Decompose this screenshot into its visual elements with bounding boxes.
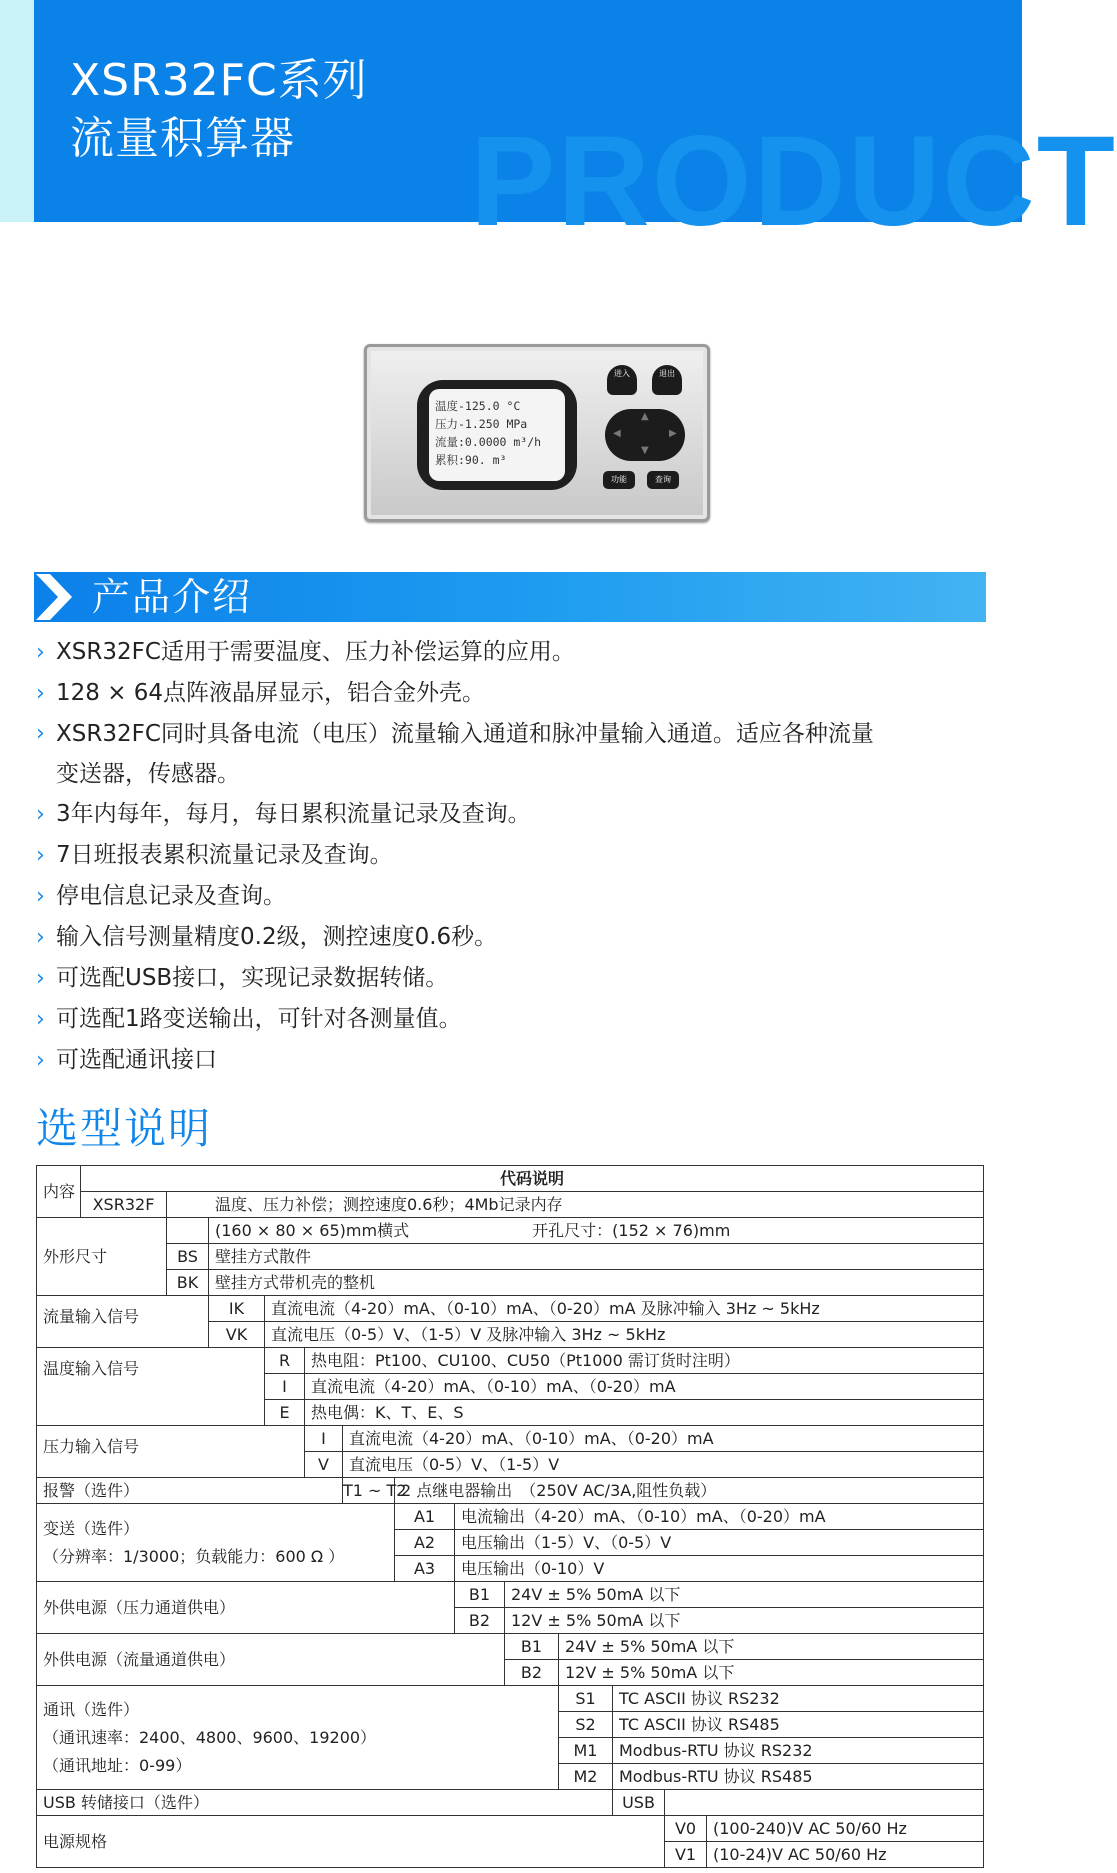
table-cell: I	[265, 1374, 305, 1400]
lcd-line: 压力-1.250 MPa	[435, 417, 528, 431]
table-cell: S1	[559, 1686, 613, 1712]
table-cell: 直流电压（0-5）V、（1-5）V 及脉冲输入 3Hz ~ 5kHz	[265, 1322, 984, 1348]
banner-accent-strip	[0, 0, 34, 222]
table-cell: 电压输出（0-10）V	[455, 1556, 984, 1582]
table-cell: Modbus-RTU 协议 RS232	[613, 1738, 984, 1764]
table-cell: XSR32F	[81, 1192, 167, 1218]
table-cell: BS	[167, 1244, 209, 1270]
table-cell: Modbus-RTU 协议 RS485	[613, 1764, 984, 1790]
table-row	[37, 1270, 984, 1296]
table-cell: 24V ± 5% 50mA 以下	[559, 1634, 984, 1660]
page-title	[70, 52, 368, 168]
table-cell: (10-24)V AC 50/60 Hz	[707, 1842, 984, 1868]
chevron-right-icon: ›	[36, 640, 45, 665]
table-cell: 内容	[37, 1166, 81, 1218]
table-row	[37, 1634, 984, 1660]
selection-table	[36, 1165, 984, 1868]
table-cell: TC ASCII 协议 RS485	[613, 1712, 984, 1738]
table-cell: S2	[559, 1712, 613, 1738]
table-cell: 热电阻：Pt100、CU100、CU50（Pt1000 需订货时注明）	[305, 1348, 984, 1374]
table-cell: 24V ± 5% 50mA 以下	[505, 1582, 984, 1608]
chevron-right-icon: ›	[36, 802, 45, 827]
table-cell: 12V ± 5% 50mA 以下	[559, 1660, 984, 1686]
chevron-right-icon: ›	[36, 966, 45, 991]
table-header: 代码说明	[81, 1166, 984, 1192]
device-query-button: 查询	[647, 471, 679, 489]
table-cell: 12V ± 5% 50mA 以下	[505, 1608, 984, 1634]
table-cell: 通讯（选件） （通讯速率：2400、4800、9600、19200） （通讯地址：0-99）	[37, 1686, 559, 1790]
table-cell: V	[305, 1452, 343, 1478]
table-row	[37, 1478, 984, 1504]
table-cell: 电源规格	[37, 1816, 665, 1868]
chevron-right-icon: ›	[36, 681, 45, 706]
device-direction-pad	[605, 409, 685, 461]
table-cell: 电流输出（4-20）mA、（0-10）mA、（0-20）mA	[455, 1504, 984, 1530]
banner-watermark: PRODUCT	[470, 110, 1117, 253]
table-cell: (160 × 80 × 65)mm横式 开孔尺寸：(152 × 76)mm	[209, 1218, 984, 1244]
header-banner	[0, 0, 1117, 253]
table-cell: 外供电源（流量通道供电）	[37, 1634, 505, 1686]
table-row	[37, 1790, 984, 1816]
table-cell: E	[265, 1400, 305, 1426]
list-item: › XSR32FC同时具备电流（电压）流量输入通道和脉冲量输入通道。适应各种流量 变送器，传感器。	[36, 714, 996, 794]
table-cell: IK	[209, 1296, 265, 1322]
table-row	[37, 1296, 984, 1322]
table-row	[37, 1582, 984, 1608]
chevron-right-icon: ›	[36, 1007, 45, 1032]
section-title-selection: 选型说明	[36, 1104, 213, 1153]
arrow-up-icon: ▲	[641, 411, 649, 422]
arrow-down-icon: ▼	[641, 445, 649, 456]
table-cell: A3	[395, 1556, 455, 1582]
table-cell: B2	[455, 1608, 505, 1634]
table-cell: A1	[395, 1504, 455, 1530]
chevron-right-icon: ›	[36, 925, 45, 950]
list-item: › XSR32FC适用于需要温度、压力补偿运算的应用。	[36, 632, 996, 673]
table-cell: 压力输入信号	[37, 1426, 305, 1478]
intro-list	[36, 632, 996, 1081]
table-cell: V1	[665, 1842, 707, 1868]
table-cell: TC ASCII 协议 RS232	[613, 1686, 984, 1712]
table-cell: 外形尺寸	[37, 1218, 167, 1296]
table-cell	[167, 1218, 209, 1244]
table-cell: 直流电流（4-20）mA、（0-10）mA、（0-20）mA 及脉冲输入 3Hz ~ 5kHz	[265, 1296, 984, 1322]
table-cell: 电压输出（1-5）V、（0-5）V	[455, 1530, 984, 1556]
device-exit-button: 退出	[652, 365, 682, 395]
table-cell: 直流电流（4-20）mA、（0-10）mA、（0-20）mA	[343, 1426, 984, 1452]
table-cell: 温度、压力补偿；测控速度0.6秒；4Mb记录内存	[167, 1192, 984, 1218]
chevron-right-icon: ›	[36, 884, 45, 909]
table-cell: 报警（选件）	[37, 1478, 343, 1504]
table-cell: VK	[209, 1322, 265, 1348]
table-cell: T1 ~ T2	[343, 1478, 395, 1504]
list-item: › 输入信号测量精度0.2级，测控速度0.6秒。	[36, 917, 996, 958]
table-cell: BK	[167, 1270, 209, 1296]
chevron-right-icon: ›	[36, 843, 45, 868]
list-item: › 可选配通讯接口	[36, 1040, 996, 1081]
table-cell: B1	[505, 1634, 559, 1660]
table-cell: V0	[665, 1816, 707, 1842]
table-row	[37, 1218, 984, 1244]
lcd-line: 流量:0.0000 m³/h	[435, 435, 542, 449]
table-cell: 外供电源（压力通道供电）	[37, 1582, 455, 1634]
table-cell: USB 转储接口（选件）	[37, 1790, 613, 1816]
table-row	[37, 1244, 984, 1270]
list-item: › 可选配1路变送输出，可针对各测量值。	[36, 999, 996, 1040]
table-cell: 热电偶：K、T、E、S	[305, 1400, 984, 1426]
list-item: › 3年内每年，每月，每日累积流量记录及查询。	[36, 794, 996, 835]
table-cell: A2	[395, 1530, 455, 1556]
device-lcd	[429, 389, 565, 481]
table-row	[37, 1348, 984, 1374]
table-cell	[665, 1790, 984, 1816]
lcd-line: 温度-125.0 °C	[435, 399, 521, 413]
chevron-right-icon: ›	[36, 721, 45, 746]
page-title-line2: 流量积算器	[70, 113, 295, 164]
table-cell: 壁挂方式散件	[209, 1244, 984, 1270]
table-row	[37, 1686, 984, 1712]
lcd-line: 累积:90. m³	[435, 453, 507, 467]
table-cell: 壁挂方式带机壳的整机	[209, 1270, 984, 1296]
table-row	[37, 1166, 984, 1192]
table-cell: M2	[559, 1764, 613, 1790]
table-cell: M1	[559, 1738, 613, 1764]
section-title-intro: 产品介绍	[92, 575, 253, 619]
list-item: › 可选配USB接口，实现记录数据转储。	[36, 958, 996, 999]
table-cell: I	[305, 1426, 343, 1452]
chevron-right-icon: ›	[36, 1048, 45, 1073]
device-enter-button: 进入	[607, 365, 637, 395]
device-screen-bezel	[417, 380, 577, 490]
table-row	[37, 1816, 984, 1842]
list-item: › 7日班报表累积流量记录及查询。	[36, 835, 996, 876]
page-title-line1: XSR32FC系列	[70, 55, 368, 106]
device-function-button: 功能	[603, 471, 635, 489]
list-item: › 停电信息记录及查询。	[36, 876, 996, 917]
product-image	[364, 344, 710, 522]
table-row	[37, 1504, 984, 1530]
table-cell: 直流电流（4-20）mA、（0-10）mA、（0-20）mA	[305, 1374, 984, 1400]
table-cell: 直流电压（0-5）V、（1-5）V	[343, 1452, 984, 1478]
table-cell: B1	[455, 1582, 505, 1608]
table-cell: 2 点继电器输出 （250V AC/3A,阻性负载）	[395, 1478, 984, 1504]
table-cell: (100-240)V AC 50/60 Hz	[707, 1816, 984, 1842]
table-cell: B2	[505, 1660, 559, 1686]
list-item: › 128 × 64点阵液晶屏显示，铝合金外壳。	[36, 673, 996, 714]
table-cell: USB	[613, 1790, 665, 1816]
table-cell: 变送（选件） （分辨率：1/3000；负载能力：600 Ω ）	[37, 1504, 395, 1582]
table-cell: 温度输入信号	[37, 1348, 265, 1426]
table-cell: R	[265, 1348, 305, 1374]
table-row	[37, 1192, 984, 1218]
arrow-right-icon: ▶	[669, 428, 677, 439]
table-row	[37, 1426, 984, 1452]
table-cell: 流量输入信号	[37, 1296, 209, 1348]
arrow-left-icon: ◀	[613, 428, 621, 439]
chevron-right-icon	[34, 572, 74, 622]
